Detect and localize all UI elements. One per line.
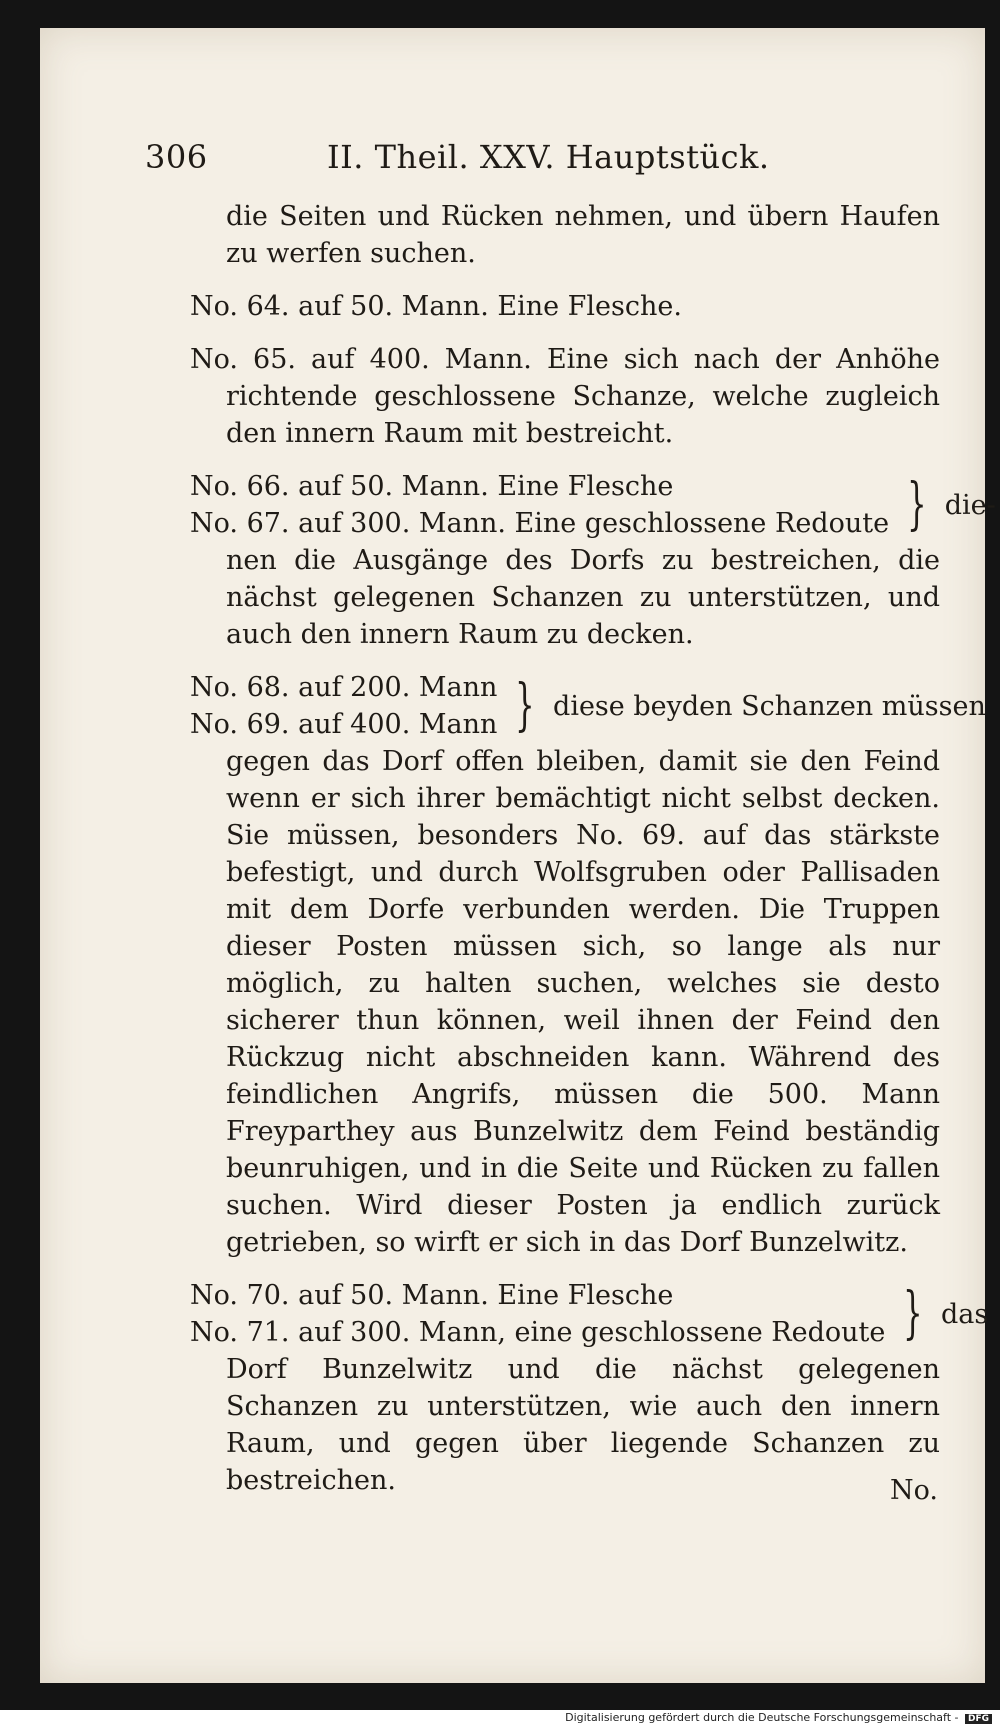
brace-group-66-67 xyxy=(190,468,996,542)
paragraph-continuation: die Seiten und Rücken nehmen, und übern Haufen zu werfen suchen. xyxy=(226,201,940,269)
brace-group-68-69-text: gegen das Dorf offen bleiben, damit sie den Feind wenn er sich ihrer bemächtigt nicht selbst decken. Sie müssen, besonders No. 69. auf das stärkste befestigt, und durch Wolfsgruben oder Pallisaden mit dem Dorfe verbunden werden. Die Truppen dieser Posten müssen sich, so lange als nur möglich, zu halten suchen, welches sie desto sicherer thun können, weil ihnen der Feind den Rückzug nicht abschneiden kann. Während des feindlichen Angrifs, müssen die 500. Mann Freyparthey aus Bunzelwitz dem Feind beständig beunruhigen, und in die Seite und Rücken zu fallen suchen. Wird dieser Posten ja endlich zurück getrieben, so wirft er sich in das Dorf Bunzelwitz. xyxy=(226,746,940,1258)
curly-brace: } xyxy=(903,1281,923,1346)
digitization-credit xyxy=(565,1711,992,1724)
entry-no-69: No. 69. auf 400. Mann xyxy=(190,709,498,740)
entry-no-67: No. 67. auf 300. Mann. Eine geschlossene Redoute xyxy=(190,508,890,539)
entry-no-70: No. 70. auf 50. Mann. Eine Flesche xyxy=(190,1280,674,1311)
entry-no-68: No. 68. auf 200. Mann xyxy=(190,672,498,703)
dfg-logo: DFG xyxy=(965,1714,992,1724)
entry-no-71: No. 71. auf 300. Mann, eine geschlossene Redoute xyxy=(190,1317,886,1348)
page-body xyxy=(190,198,996,1515)
brace-group-70-71-text: Dorf Bunzelwitz und die nächst gelegenen Schanzen zu unterstützen, wie auch den innern Raum, und gegen über liegende Schanzen zu bestreichen. xyxy=(226,1354,940,1496)
brace-tail-text: die- xyxy=(944,489,996,521)
page-number: 306 xyxy=(145,138,208,176)
curly-brace: } xyxy=(907,472,927,537)
entry-no-66: No. 66. auf 50. Mann. Eine Flesche xyxy=(190,471,674,502)
running-title: II. Theil. XXV. Hauptstück. xyxy=(327,138,770,176)
brace-group-70-71 xyxy=(190,1277,989,1351)
catchword: No. xyxy=(890,1475,938,1506)
brace-tail-text: diese beyden Schanzen müssen xyxy=(553,690,986,722)
entry-no-64: No. 64. auf 50. Mann. Eine Flesche. xyxy=(190,291,682,322)
brace-tail-text: das xyxy=(940,1298,989,1330)
credit-text: Digitalisierung gefördert durch die Deutsche Forschungsgemeinschaft - xyxy=(565,1711,959,1724)
curly-brace: } xyxy=(515,673,536,738)
entry-no-65: No. 65. auf 400. Mann. Eine sich nach der Anhöhe richtende geschlossene Schanze, welche zugleich den innern Raum mit bestreicht. xyxy=(190,344,940,449)
page-header xyxy=(145,138,845,178)
brace-group-68-69 xyxy=(190,669,986,743)
brace-group-66-67-text: nen die Ausgänge des Dorfs zu bestreichen, die nächst gelegenen Schanzen zu unterstützen, und auch den innern Raum zu decken. xyxy=(226,545,940,650)
